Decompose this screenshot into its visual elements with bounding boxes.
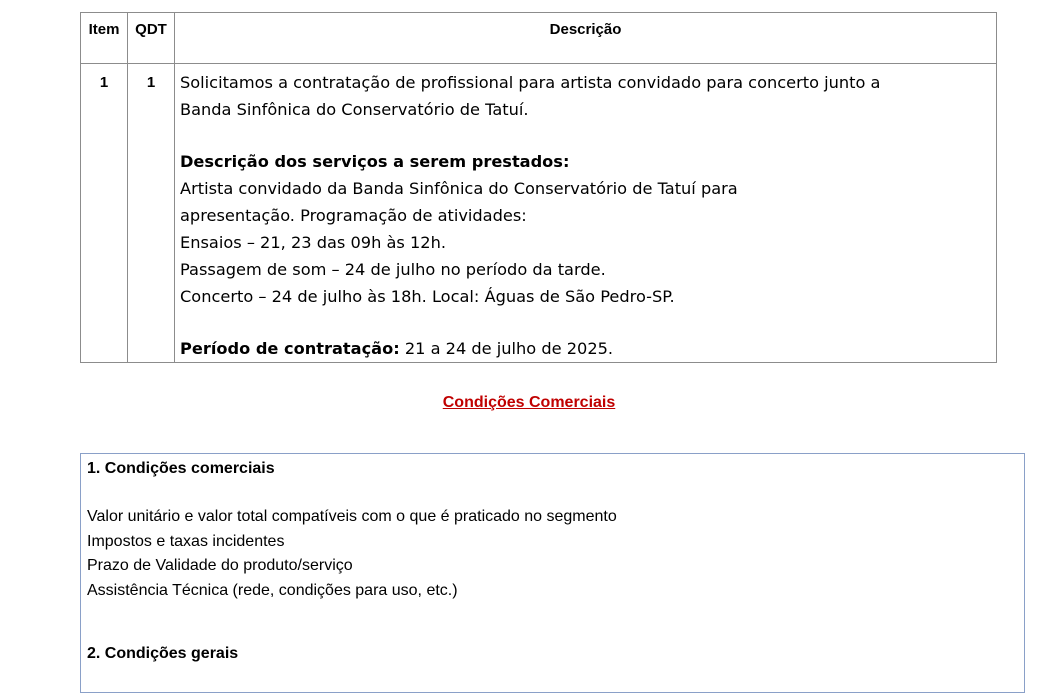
period-line <box>180 335 990 362</box>
header-item: Item <box>81 13 128 64</box>
services-line: Artista convidado da Banda Sinfônica do Conservatório de Tatuí para <box>180 179 738 198</box>
items-table <box>80 12 997 363</box>
period-label: Período de contratação: <box>180 339 400 358</box>
general-conditions-heading: 2. Condições gerais <box>87 645 239 662</box>
services-heading: Descrição dos serviços a serem prestados: <box>180 152 570 171</box>
list-item: Prazo de Validade do produto/serviço <box>87 557 353 574</box>
intro-line-1: Solicitamos a contratação de profissional para artista convidado para concerto junto a <box>180 73 881 92</box>
table-row <box>81 64 997 363</box>
services-line: Concerto – 24 de julho às 18h. Local: Águas de São Pedro-SP. <box>180 287 675 306</box>
list-item: Impostos e taxas incidentes <box>87 532 285 550</box>
services-line: apresentação. Programação de atividades: <box>180 206 527 225</box>
items-table-header-row <box>81 13 997 64</box>
header-description: Descrição <box>175 13 997 64</box>
list-item: Valor unitário e valor total compatíveis com o que é praticado no segmento <box>87 508 617 525</box>
cell-description <box>175 64 997 363</box>
intro-line-2: Banda Sinfônica do Conservatório de Tatuí. <box>180 100 529 119</box>
cell-item-number: 1 <box>81 64 128 363</box>
services-line: Ensaios – 21, 23 das 09h às 12h. <box>180 233 446 252</box>
services-line: Passagem de som – 24 de julho no período da tarde. <box>180 260 606 279</box>
cutoff-page-heading <box>0 0 1058 9</box>
commercial-conditions-list <box>87 505 1024 603</box>
header-qty: QDT <box>128 13 175 64</box>
commercial-section-title: Condições Comerciais <box>442 394 616 411</box>
cell-quantity: 1 <box>128 64 175 363</box>
commercial-conditions-heading: 1. Condições comerciais <box>87 460 275 477</box>
list-item: Assistência Técnica (rede, condições para uso, etc.) <box>87 581 458 599</box>
conditions-box <box>80 453 1025 693</box>
period-value: 21 a 24 de julho de 2025. <box>399 339 614 358</box>
